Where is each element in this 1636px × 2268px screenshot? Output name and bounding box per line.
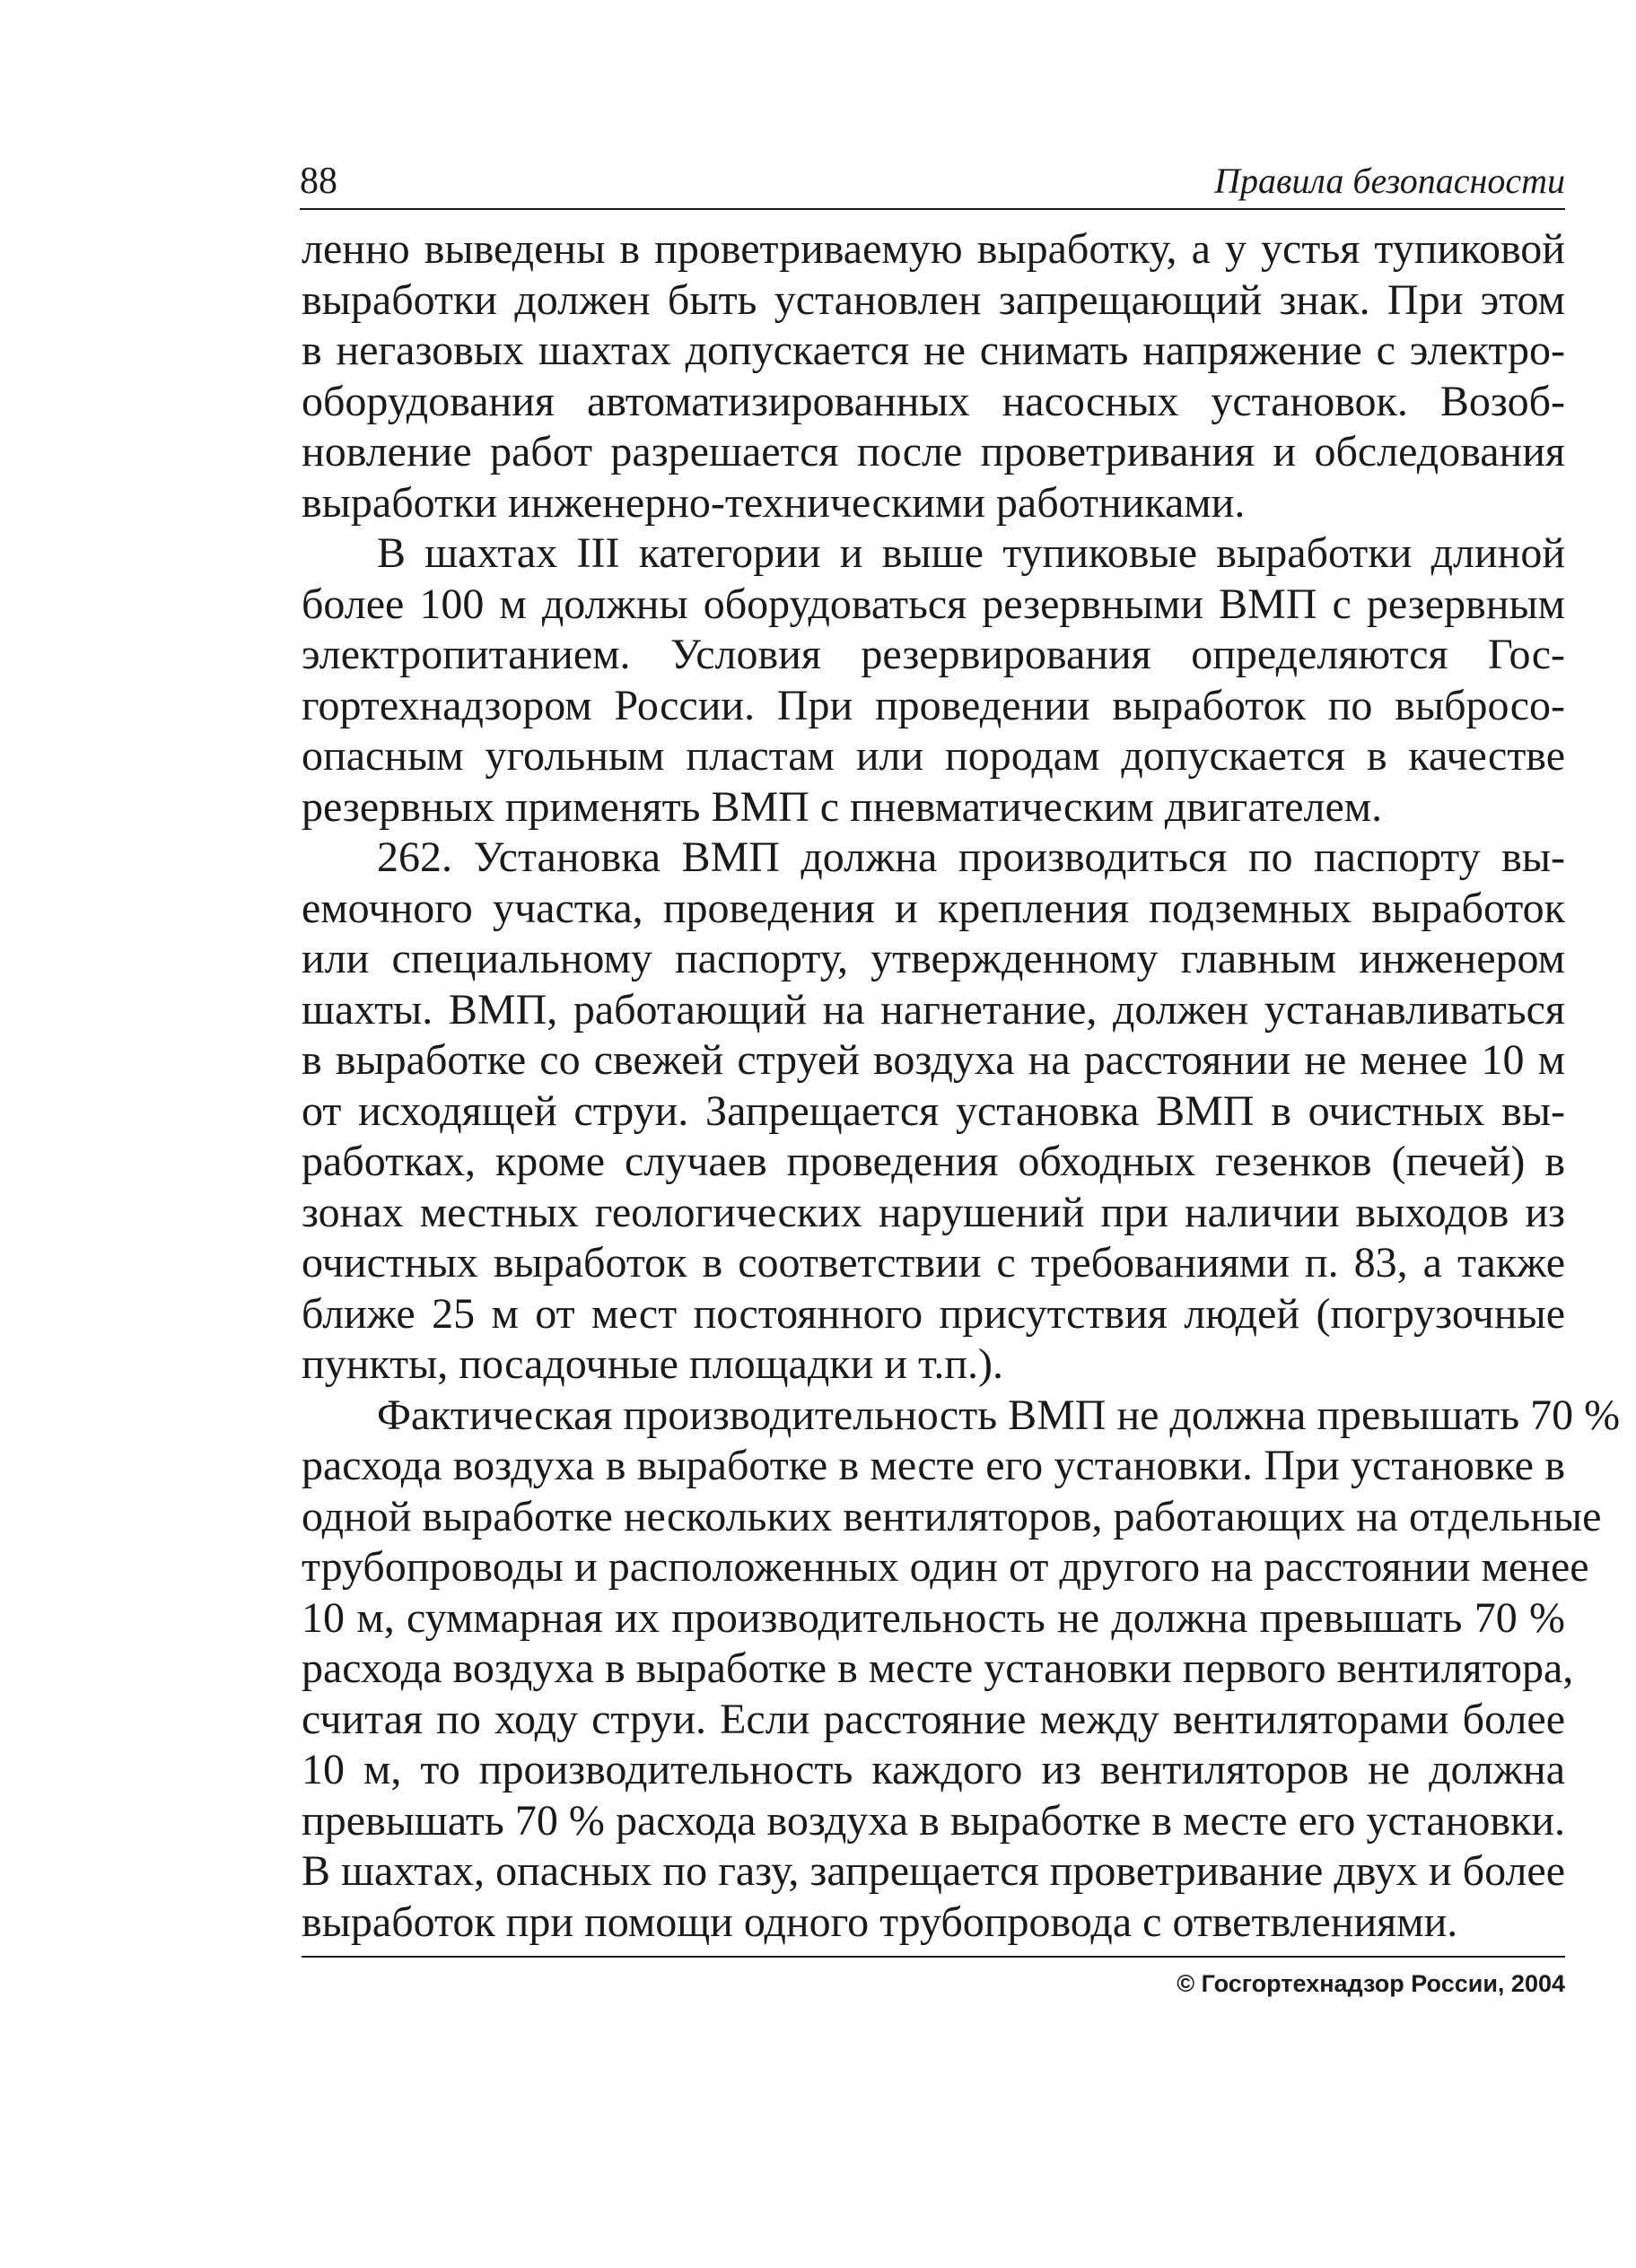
text-line: зонах местных геологических нарушений при наличии выходов из <box>302 1188 1565 1236</box>
paragraph-reserve-fans <box>302 528 1565 833</box>
text-line: расхода воздуха в выработке в месте установки первого вентилятора, <box>302 1644 1574 1692</box>
text-line: трубопроводы и расположенных один от другого на расстоянии менее <box>302 1543 1589 1591</box>
text-line: опасным угольным пластам или породам допускается в качестве <box>302 732 1565 780</box>
text-line: очистных выработок в соответствии с требованиями п. 83, а также <box>302 1239 1565 1287</box>
page-number: 88 <box>300 161 337 202</box>
text-line: одной выработке нескольких вентиляторов, работающих на отдельные <box>302 1492 1602 1540</box>
text-line: в выработке со свежей струей воздуха на расстоянии не менее 10 м <box>302 1036 1565 1084</box>
paragraph-262 <box>302 833 1565 1391</box>
text-line: считая по ходу струи. Если расстояние между вентиляторами более <box>302 1695 1565 1743</box>
text-line: В шахтах III категории и выше тупиковые выработки длиной <box>377 529 1565 577</box>
text-line: В шахтах, опасных по газу, запрещается проветривание двух и более <box>302 1847 1565 1895</box>
paragraph-continuation <box>302 224 1565 528</box>
text-line: 262. Установка ВМП должна производиться по паспорту вы- <box>377 833 1565 881</box>
text-line: ближе 25 м от мест постоянного присутствия людей (погрузочные <box>302 1289 1565 1338</box>
text-line: превышать 70 % расхода воздуха в выработке в месте его установки. <box>302 1796 1565 1845</box>
text-line: новление работ разрешается после проветривания и обследования <box>302 428 1565 475</box>
text-line: 10 м, то производительность каждого из вентиляторов не должна <box>302 1746 1565 1793</box>
paragraph-fan-capacity <box>302 1391 1621 1949</box>
running-title: Правила безопасности <box>1214 161 1565 201</box>
body-text <box>302 224 1621 1947</box>
text-line: гортехнадзором России. При проведении выработок по выбросо- <box>302 681 1565 729</box>
text-line: электропитанием. Условия резервирования определяются Гос- <box>302 631 1565 678</box>
footer-rule <box>302 1956 1565 1958</box>
text-line: емочного участка, проведения и крепления подземных выработок <box>302 884 1565 932</box>
text-line: от исходящей струи. Запрещается установка ВМП в очистных вы- <box>302 1086 1565 1135</box>
text-line: оборудования автоматизированных насосных установок. Возоб- <box>302 377 1565 425</box>
text-line: более 100 м должны оборудоваться резервными ВМП с резервным <box>302 580 1565 628</box>
text-line: шахты. ВМП, работающий на нагнетание, должен устанавливаться <box>302 985 1565 1034</box>
text-line: или специальному паспорту, утвержденному главным инженером <box>302 935 1565 982</box>
page-header <box>300 157 1565 213</box>
header-rule <box>300 208 1565 210</box>
text-line: пункты, посадочные площадки и т.п.). <box>302 1340 1003 1388</box>
text-line: Фактическая производительность ВМП не должна превышать 70 % <box>377 1391 1621 1439</box>
text-line: 10 м, суммарная их производительность не должна превышать 70 % <box>302 1593 1565 1642</box>
text-line: ленно выведены в проветриваемую выработку, а у устья тупиковой <box>302 225 1565 273</box>
text-line: выработки должен быть установлен запрещающий знак. При этом <box>302 275 1565 324</box>
text-line: выработок при помощи одного трубопровода с ответвлениями. <box>302 1897 1458 1946</box>
text-line: резервных применять ВМП с пневматическим двигателем. <box>302 782 1383 831</box>
text-line: в негазовых шахтах допускается не снимать напряжение с электро- <box>302 327 1565 374</box>
text-line: работках, кроме случаев проведения обходных гезенков (печей) в <box>302 1138 1565 1185</box>
copyright-notice: © Госгортехнадзор России, 2004 <box>1177 1970 1565 1997</box>
text-line: расхода воздуха в выработке в месте его установки. При установке в <box>302 1442 1565 1489</box>
text-line: выработки инженерно-техническими работниками. <box>302 478 1246 527</box>
